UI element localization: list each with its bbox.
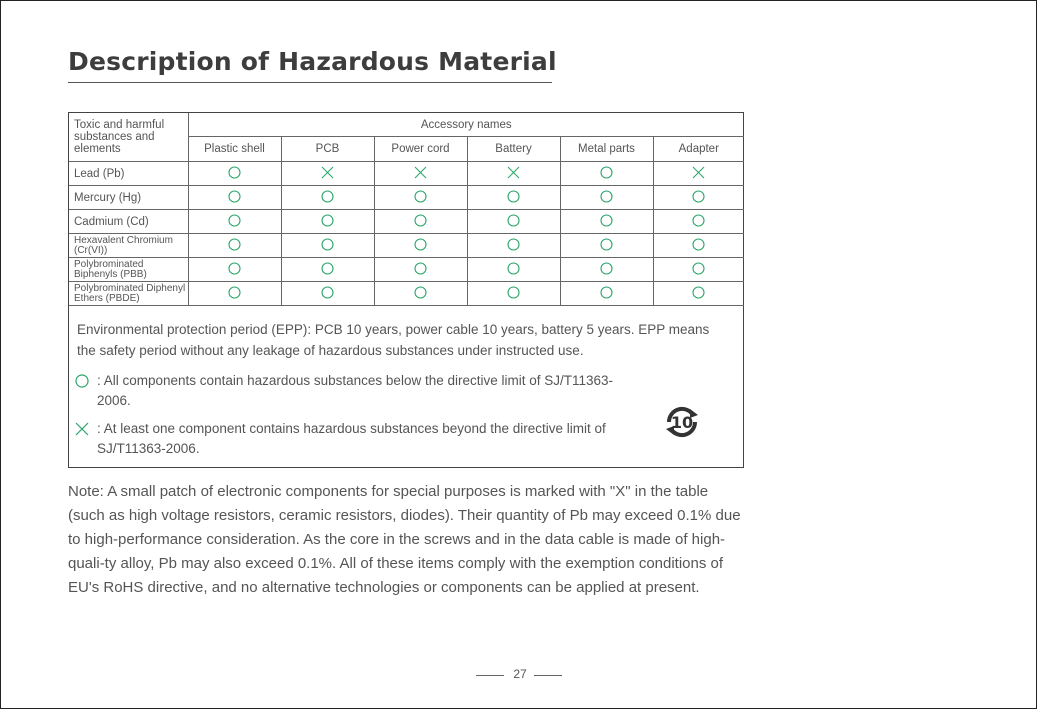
- circle-icon: [692, 286, 705, 302]
- table-cell-circle: [281, 258, 374, 282]
- footer-rule-right: [534, 675, 562, 676]
- table-cell-circle: [374, 282, 467, 306]
- circle-icon: [507, 214, 520, 230]
- cross-icon: [321, 166, 334, 182]
- circle-icon: [600, 262, 613, 278]
- circle-icon: [321, 214, 334, 230]
- circle-icon: [228, 262, 241, 278]
- table-cell-circle: [374, 186, 467, 210]
- circle-icon: [414, 286, 427, 302]
- circle-icon: [600, 190, 613, 206]
- note-paragraph: Note: A small patch of electronic components for special purposes is marked with "X" in the table (such as high voltage resistors, ceramic resistors, diodes). Their quantity of Pb may exceed 0.1% due to high-performance consideration. As the core in the screws and in the data cable is made of high-quali-ty alloy, Pb may also exceed 0.1%. All of these items comply with the exemption conditions of EU's RoHS directive, and no alternative technologies or components can be applied at present.: [68, 483, 741, 596]
- circle-icon: [321, 262, 334, 278]
- circle-icon: [414, 262, 427, 278]
- table-cell-circle: [653, 186, 744, 210]
- row-label: Polybrominated Diphenyl Ethers (PBDE): [69, 282, 188, 306]
- circle-icon: [321, 190, 334, 206]
- table-row: [69, 234, 744, 258]
- table-cell-cross: [374, 162, 467, 186]
- table-cell-circle: [653, 234, 744, 258]
- circle-icon: [228, 214, 241, 230]
- table-row: [69, 282, 744, 306]
- cross-icon: [692, 166, 705, 182]
- table-cell-circle: [560, 258, 653, 282]
- table-cell-circle: [467, 258, 560, 282]
- table-row: [69, 162, 744, 186]
- column-header: PCB: [281, 137, 374, 162]
- circle-icon: [507, 262, 520, 278]
- legend-cross-text: : At least one component contains hazardous substances beyond the directive limit of SJ/T11363-2006.: [97, 421, 606, 456]
- column-header: Plastic shell: [188, 137, 281, 162]
- circle-icon: [507, 286, 520, 302]
- table-cell-circle: [188, 186, 281, 210]
- column-header: Adapter: [653, 137, 744, 162]
- table-cell-cross: [281, 162, 374, 186]
- circle-icon: [228, 286, 241, 302]
- table-cell-cross: [653, 162, 744, 186]
- circle-icon: [321, 286, 334, 302]
- table-cell-circle: [653, 210, 744, 234]
- table-row: [69, 258, 744, 282]
- cross-icon: [75, 422, 89, 442]
- circle-icon: [600, 286, 613, 302]
- table-row: [69, 210, 744, 234]
- table-cell-circle: [560, 210, 653, 234]
- hazard-box: [68, 112, 744, 468]
- table-cell-circle: [374, 258, 467, 282]
- legend-circle-text: : All components contain hazardous substances below the directive limit of SJ/T11363-2006.: [97, 373, 614, 408]
- table-cell-cross: [467, 162, 560, 186]
- epp-statement: Environmental protection period (EPP): PCB 10 years, power cable 10 years, battery 5 years. EPP means the safety period without any leakage of hazardous substances under instructed use.: [77, 322, 710, 358]
- epp-logo-number: 10: [670, 413, 694, 432]
- cross-icon: [507, 166, 520, 182]
- column-header: Power cord: [374, 137, 467, 162]
- epp-10-recycle-icon: [663, 403, 701, 446]
- table-cell-circle: [560, 162, 653, 186]
- circle-icon: [692, 190, 705, 206]
- table-cell-circle: [374, 210, 467, 234]
- group-header: Accessory names: [188, 113, 744, 137]
- table-cell-circle: [188, 282, 281, 306]
- table-cell-circle: [653, 282, 744, 306]
- table-cell-circle: [188, 234, 281, 258]
- table-cell-circle: [188, 258, 281, 282]
- title-underline: [68, 82, 552, 83]
- row-label: Lead (Pb): [69, 162, 188, 186]
- row-label: Polybrominated Biphenyls (PBB): [69, 258, 188, 282]
- page-title: Description of Hazardous Material: [68, 47, 557, 76]
- table-cell-circle: [653, 258, 744, 282]
- table-cell-circle: [281, 210, 374, 234]
- page-number: 27: [513, 667, 527, 681]
- column-header: Battery: [467, 137, 560, 162]
- page-footer: [476, 666, 566, 686]
- table-cell-circle: [281, 282, 374, 306]
- table-cell-circle: [467, 234, 560, 258]
- table-cell-circle: [281, 234, 374, 258]
- table-cell-circle: [467, 210, 560, 234]
- hazard-table: [69, 113, 744, 306]
- circle-icon: [600, 238, 613, 254]
- table-cell-circle: [560, 234, 653, 258]
- table-cell-circle: [281, 186, 374, 210]
- table-cell-circle: [467, 282, 560, 306]
- circle-icon: [414, 190, 427, 206]
- cross-icon: [414, 166, 427, 182]
- circle-icon: [75, 374, 89, 394]
- table-cell-circle: [374, 234, 467, 258]
- row-label: Hexavalent Chromium (Cr(VI)): [69, 234, 188, 258]
- table-cell-circle: [560, 282, 653, 306]
- table-row: [69, 186, 744, 210]
- column-header: Metal parts: [560, 137, 653, 162]
- row-label: Mercury (Hg): [69, 186, 188, 210]
- footer-rule-left: [476, 675, 504, 676]
- table-cell-circle: [560, 186, 653, 210]
- circle-icon: [414, 214, 427, 230]
- circle-icon: [692, 238, 705, 254]
- row-label: Cadmium (Cd): [69, 210, 188, 234]
- circle-icon: [228, 190, 241, 206]
- circle-icon: [600, 214, 613, 230]
- circle-icon: [600, 166, 613, 182]
- circle-icon: [692, 214, 705, 230]
- circle-icon: [321, 238, 334, 254]
- table-cell-circle: [188, 162, 281, 186]
- table-cell-circle: [467, 186, 560, 210]
- circle-icon: [507, 238, 520, 254]
- circle-icon: [414, 238, 427, 254]
- circle-icon: [507, 190, 520, 206]
- circle-icon: [228, 238, 241, 254]
- table-cell-circle: [188, 210, 281, 234]
- circle-icon: [692, 262, 705, 278]
- corner-header: Toxic and harmful substances and elements: [69, 113, 188, 162]
- circle-icon: [228, 166, 241, 182]
